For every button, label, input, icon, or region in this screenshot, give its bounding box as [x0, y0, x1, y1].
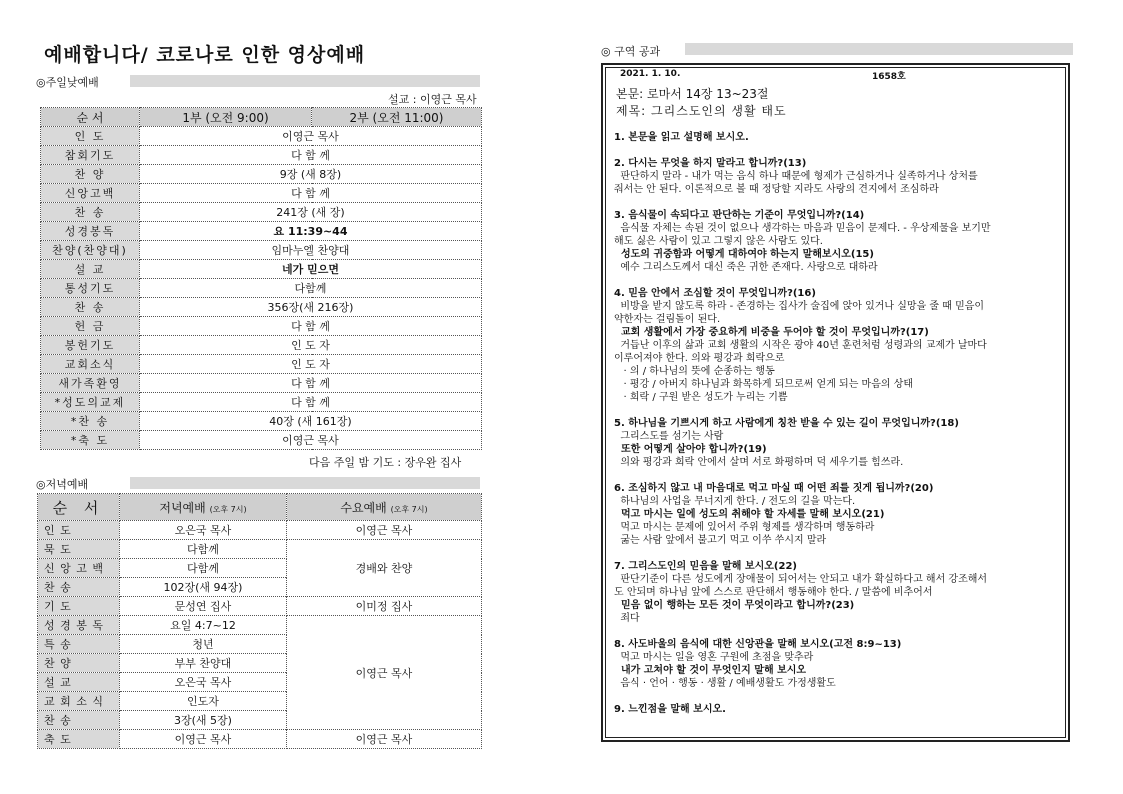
- lesson-line: · 평강 / 아버지 하나님과 화목하게 되므로써 얻게 되는 마음의 상태: [614, 379, 914, 390]
- sunday-row-label: 신앙고백: [41, 184, 140, 203]
- sunday-row: [41, 203, 482, 222]
- sunday-header-row: [41, 108, 482, 127]
- lesson-question: 9. 느낀점을 말해 보시오.: [614, 704, 726, 715]
- sunday-section-bar: [130, 75, 480, 87]
- sunday-row: [41, 431, 482, 450]
- evening-row-label: 찬 양: [38, 654, 120, 673]
- sunday-row: [41, 355, 482, 374]
- evening-section-bar: [130, 477, 480, 489]
- lesson-line: 먹고 마시는 일에 성도의 취해야 할 자세를 말해 보시오(21): [614, 509, 885, 520]
- evening-row-label: 성 경 봉 독: [38, 616, 120, 635]
- header-wednesday: 수요예배 (오후 7시): [287, 494, 482, 521]
- lesson-question: 2. 다시는 무엇을 하지 말라고 합니까?(13): [614, 158, 807, 169]
- sunday-row-label: *성도의교제: [41, 393, 140, 412]
- sunday-row-label: 교회소식: [41, 355, 140, 374]
- evening-row-label: 특 송: [38, 635, 120, 654]
- lesson-line: 죄다: [614, 613, 640, 624]
- sunday-row: [41, 393, 482, 412]
- sunday-row-value: 다 함 께: [140, 184, 482, 203]
- sunday-row: [41, 317, 482, 336]
- lesson-line: 먹고 마시는 문제에 있어서 주위 형제를 생각하며 행동하라: [614, 522, 875, 533]
- sunday-row-value: 다 함 께: [140, 317, 482, 336]
- evening-section-title: ◎저녁예배: [36, 478, 89, 491]
- wednesday-value: 이영근 목사: [287, 730, 482, 749]
- lesson-line: 판단하지 말라 - 내가 먹는 음식 하나 때문에 형제가 근심하거나 실족하거나 상처를: [614, 171, 978, 182]
- evening-row-value: 청년: [120, 635, 287, 654]
- sunday-row-value: 40장 (새 161장): [140, 412, 482, 431]
- sunday-row-value: 241장 (새 장): [140, 203, 482, 222]
- lesson-line: 해도 싫은 사람이 있고 그렇지 않은 사람도 있다.: [614, 236, 823, 247]
- sunday-row-value: 다 함 께: [140, 393, 482, 412]
- lesson-line: 비방을 받지 않도록 하라 - 존경하는 집사가 술집에 앉아 있거나 실망을 줄 때 믿음이: [614, 301, 985, 312]
- evening-row-label: 축 도: [38, 730, 120, 749]
- sunday-row-value: 요 11:39~44: [140, 222, 482, 241]
- sunday-row: [41, 241, 482, 260]
- lesson-line: 판단기준이 다른 성도에게 장애물이 되어서는 안되고 내가 확실하다고 해서 강조해서: [614, 574, 988, 585]
- wednesday-value: 이영근 목사: [287, 616, 482, 730]
- lesson-line: 예수 그리스도께서 대신 죽은 귀한 존재다. 사랑으로 대하라: [614, 262, 878, 273]
- evening-row-label: 찬 송: [38, 711, 120, 730]
- lesson-line: 굶는 사람 앞에서 불고기 먹고 이쑤 쑤시지 말라: [614, 535, 827, 546]
- sunday-row-value: 이영근 목사: [140, 431, 482, 450]
- preacher-line: 설교 : 이영근 목사: [388, 93, 477, 106]
- header-evening: 저녁예배 (오후 7시): [120, 494, 287, 521]
- lesson-line: 하나님의 사업을 무너지게 한다. / 전도의 길을 막는다.: [614, 496, 856, 507]
- header-order: 순 서: [38, 494, 120, 521]
- sunday-row-label: 봉헌기도: [41, 336, 140, 355]
- lesson-line: 성도의 귀중함과 어떻게 대하여야 하는지 말해보시오(15): [614, 249, 874, 260]
- lesson-issue: 1658호: [872, 72, 906, 82]
- sunday-row-label: *축 도: [41, 431, 140, 450]
- lesson-question: 8. 사도바울의 음식에 대한 신앙관을 말해 보시오(고전 8:9~13): [614, 639, 902, 650]
- sunday-row-label: 통성기도: [41, 279, 140, 298]
- evening-row: [38, 540, 482, 559]
- lesson-line: 약한자는 걸림돌이 된다.: [614, 314, 721, 325]
- sunday-row-value: 인 도 자: [140, 336, 482, 355]
- sunday-row: [41, 298, 482, 317]
- lesson-line: 그리스도를 섬기는 사람: [614, 431, 724, 442]
- lesson-line: · 희락 / 구원 받은 성도가 누리는 기쁨: [614, 392, 788, 403]
- sunday-row: [41, 165, 482, 184]
- lesson-line: · 의 / 하나님의 뜻에 순종하는 행동: [614, 366, 775, 377]
- page-title: 예배합니다/ 코로나로 인한 영상예배: [44, 44, 366, 66]
- evening-row-value: 다함께: [120, 559, 287, 578]
- sunday-row-value: 다 함 께: [140, 374, 482, 393]
- sunday-row: [41, 146, 482, 165]
- lesson-subject: 제목: 그리스도인의 생활 태도: [616, 104, 787, 118]
- sunday-row-label: *찬 송: [41, 412, 140, 431]
- evening-row-label: 찬 송: [38, 578, 120, 597]
- sunday-row: [41, 184, 482, 203]
- lesson-line: 도 안되며 하나님 앞에 스스로 판단해서 행동해야 한다. / 말씀에 비추어서: [614, 587, 933, 598]
- sunday-row-label: 새가족환영: [41, 374, 140, 393]
- lesson-question: 1. 본문을 읽고 설명해 보시오.: [614, 132, 749, 143]
- sunday-row-label: 찬 송: [41, 203, 140, 222]
- sunday-row-label: 찬 송: [41, 298, 140, 317]
- evening-row-label: 교 회 소 식: [38, 692, 120, 711]
- wednesday-value: 이미정 집사: [287, 597, 482, 616]
- evening-row-value: 102장(새 94장): [120, 578, 287, 597]
- evening-row-label: 신 앙 고 백: [38, 559, 120, 578]
- lesson-line: 교회 생활에서 가장 중요하게 비중을 두어야 할 것이 무엇입니까?(17): [614, 327, 929, 338]
- sunday-row-label: 참회기도: [41, 146, 140, 165]
- sunday-row-label: 성경봉독: [41, 222, 140, 241]
- sunday-row-value: 9장 (새 8장): [140, 165, 482, 184]
- lesson-line: 음식 · 언어 · 행동 · 생활 / 예배생활도 가정생활도: [614, 678, 836, 689]
- sunday-row-label: 찬 양: [41, 165, 140, 184]
- header-order: 순 서: [41, 108, 140, 127]
- lesson-text: 본문: 로마서 14장 13~23절: [616, 87, 769, 101]
- evening-row: [38, 730, 482, 749]
- evening-row-value: 부부 찬양대: [120, 654, 287, 673]
- evening-row-value: 다함께: [120, 540, 287, 559]
- cell-lesson-title: ◎ 구역 공과: [601, 45, 661, 58]
- sunday-row: [41, 260, 482, 279]
- sunday-row-label: 인 도: [41, 127, 140, 146]
- evening-row-value: 3장(새 5장): [120, 711, 287, 730]
- sunday-row-label: 찬양(찬양대): [41, 241, 140, 260]
- sunday-row: [41, 279, 482, 298]
- cell-lesson-bar: [685, 43, 1073, 55]
- sunday-row: [41, 127, 482, 146]
- evening-row-label: 묵 도: [38, 540, 120, 559]
- lesson-line: 의와 평강과 희락 안에서 살며 서로 화평하며 덕 세우기를 힘쓰라.: [614, 457, 904, 468]
- wednesday-value: 경배와 찬양: [287, 540, 482, 597]
- evening-row-value: 인도자: [120, 692, 287, 711]
- lesson-question: 7. 그리스도인의 믿음을 말해 보시오(22): [614, 561, 797, 572]
- sunday-row: [41, 412, 482, 431]
- sunday-row-value: 다 함 께: [140, 146, 482, 165]
- sunday-row: [41, 336, 482, 355]
- lesson-questions: [614, 131, 1062, 716]
- sunday-row-value: 다함께: [140, 279, 482, 298]
- evening-row: [38, 521, 482, 540]
- evening-row-value: 요일 4:7~12: [120, 616, 287, 635]
- evening-row-value: 오은국 목사: [120, 521, 287, 540]
- lesson-line: 먹고 마시는 일을 영혼 구원에 초점을 맞추라: [614, 652, 814, 663]
- lesson-question: 5. 하나님을 기쁘시게 하고 사람에게 칭찬 받을 수 있는 길이 무엇입니까?(18): [614, 418, 959, 429]
- sunday-row: [41, 222, 482, 241]
- header-first-service: 1부 (오전 9:00): [140, 108, 312, 127]
- lesson-question: 3. 음식물이 속되다고 판단하는 기준이 무엇입니까?(14): [614, 210, 865, 221]
- evening-row: [38, 597, 482, 616]
- evening-row-value: 문성연 집사: [120, 597, 287, 616]
- sunday-section-title: ◎주일낮예배: [36, 76, 99, 89]
- evening-row: [38, 616, 482, 635]
- sunday-row-value: 네가 믿으면: [140, 260, 482, 279]
- lesson-line: 음식물 자체는 속된 것이 없으나 생각하는 마음과 믿음이 문제다. - 우상제물을 보기만: [614, 223, 991, 234]
- lesson-question: 6. 조심하지 않고 내 마음대로 먹고 마실 때 어떤 죄를 짓게 됩니까?(20): [614, 483, 934, 494]
- lesson-line: 내가 고쳐야 할 것이 무엇인지 말해 보시오: [614, 665, 807, 676]
- sunday-row-value: 임마누엘 찬양대: [140, 241, 482, 260]
- lesson-line: 거듭난 이후의 삶과 교회 생활의 시작은 광야 40년 훈련처럼 성령과의 교제가 날마다: [614, 340, 987, 351]
- next-prayer-line: 다음 주일 밤 기도 : 장우완 집사: [309, 456, 462, 469]
- evening-row-label: 인 도: [38, 521, 120, 540]
- evening-row-label: 설 교: [38, 673, 120, 692]
- sunday-row-label: 설 교: [41, 260, 140, 279]
- lesson-line: 믿음 없이 행하는 모든 것이 무엇이라고 합니까?(23): [614, 600, 855, 611]
- sunday-row-value: 인 도 자: [140, 355, 482, 374]
- lesson-question: 4. 믿음 안에서 조심할 것이 무엇입니까?(16): [614, 288, 816, 299]
- header-second-service: 2부 (오전 11:00): [312, 108, 482, 127]
- sunday-row-value: 이영근 목사: [140, 127, 482, 146]
- wednesday-value: 이영근 목사: [287, 521, 482, 540]
- lesson-date: 2021. 1. 10.: [620, 69, 681, 79]
- evening-row-label: 기 도: [38, 597, 120, 616]
- sunday-row: [41, 374, 482, 393]
- evening-header-row: [38, 494, 482, 521]
- sunday-order-table: [40, 107, 482, 450]
- sunday-row-label: 헌 금: [41, 317, 140, 336]
- evening-row-value: 이영근 목사: [120, 730, 287, 749]
- lesson-line: 또한 어떻게 살아야 합니까?(19): [614, 444, 767, 455]
- lesson-line: 줘서는 안 된다. 이론적으로 볼 때 정당할 지라도 사랑의 견지에서 조심하라: [614, 184, 939, 195]
- lesson-line: 이루어져야 한다. 의와 평강과 희락으로: [614, 353, 785, 364]
- sunday-row-value: 356장(새 216장): [140, 298, 482, 317]
- evening-row-value: 오은국 목사: [120, 673, 287, 692]
- evening-order-table: [37, 493, 482, 749]
